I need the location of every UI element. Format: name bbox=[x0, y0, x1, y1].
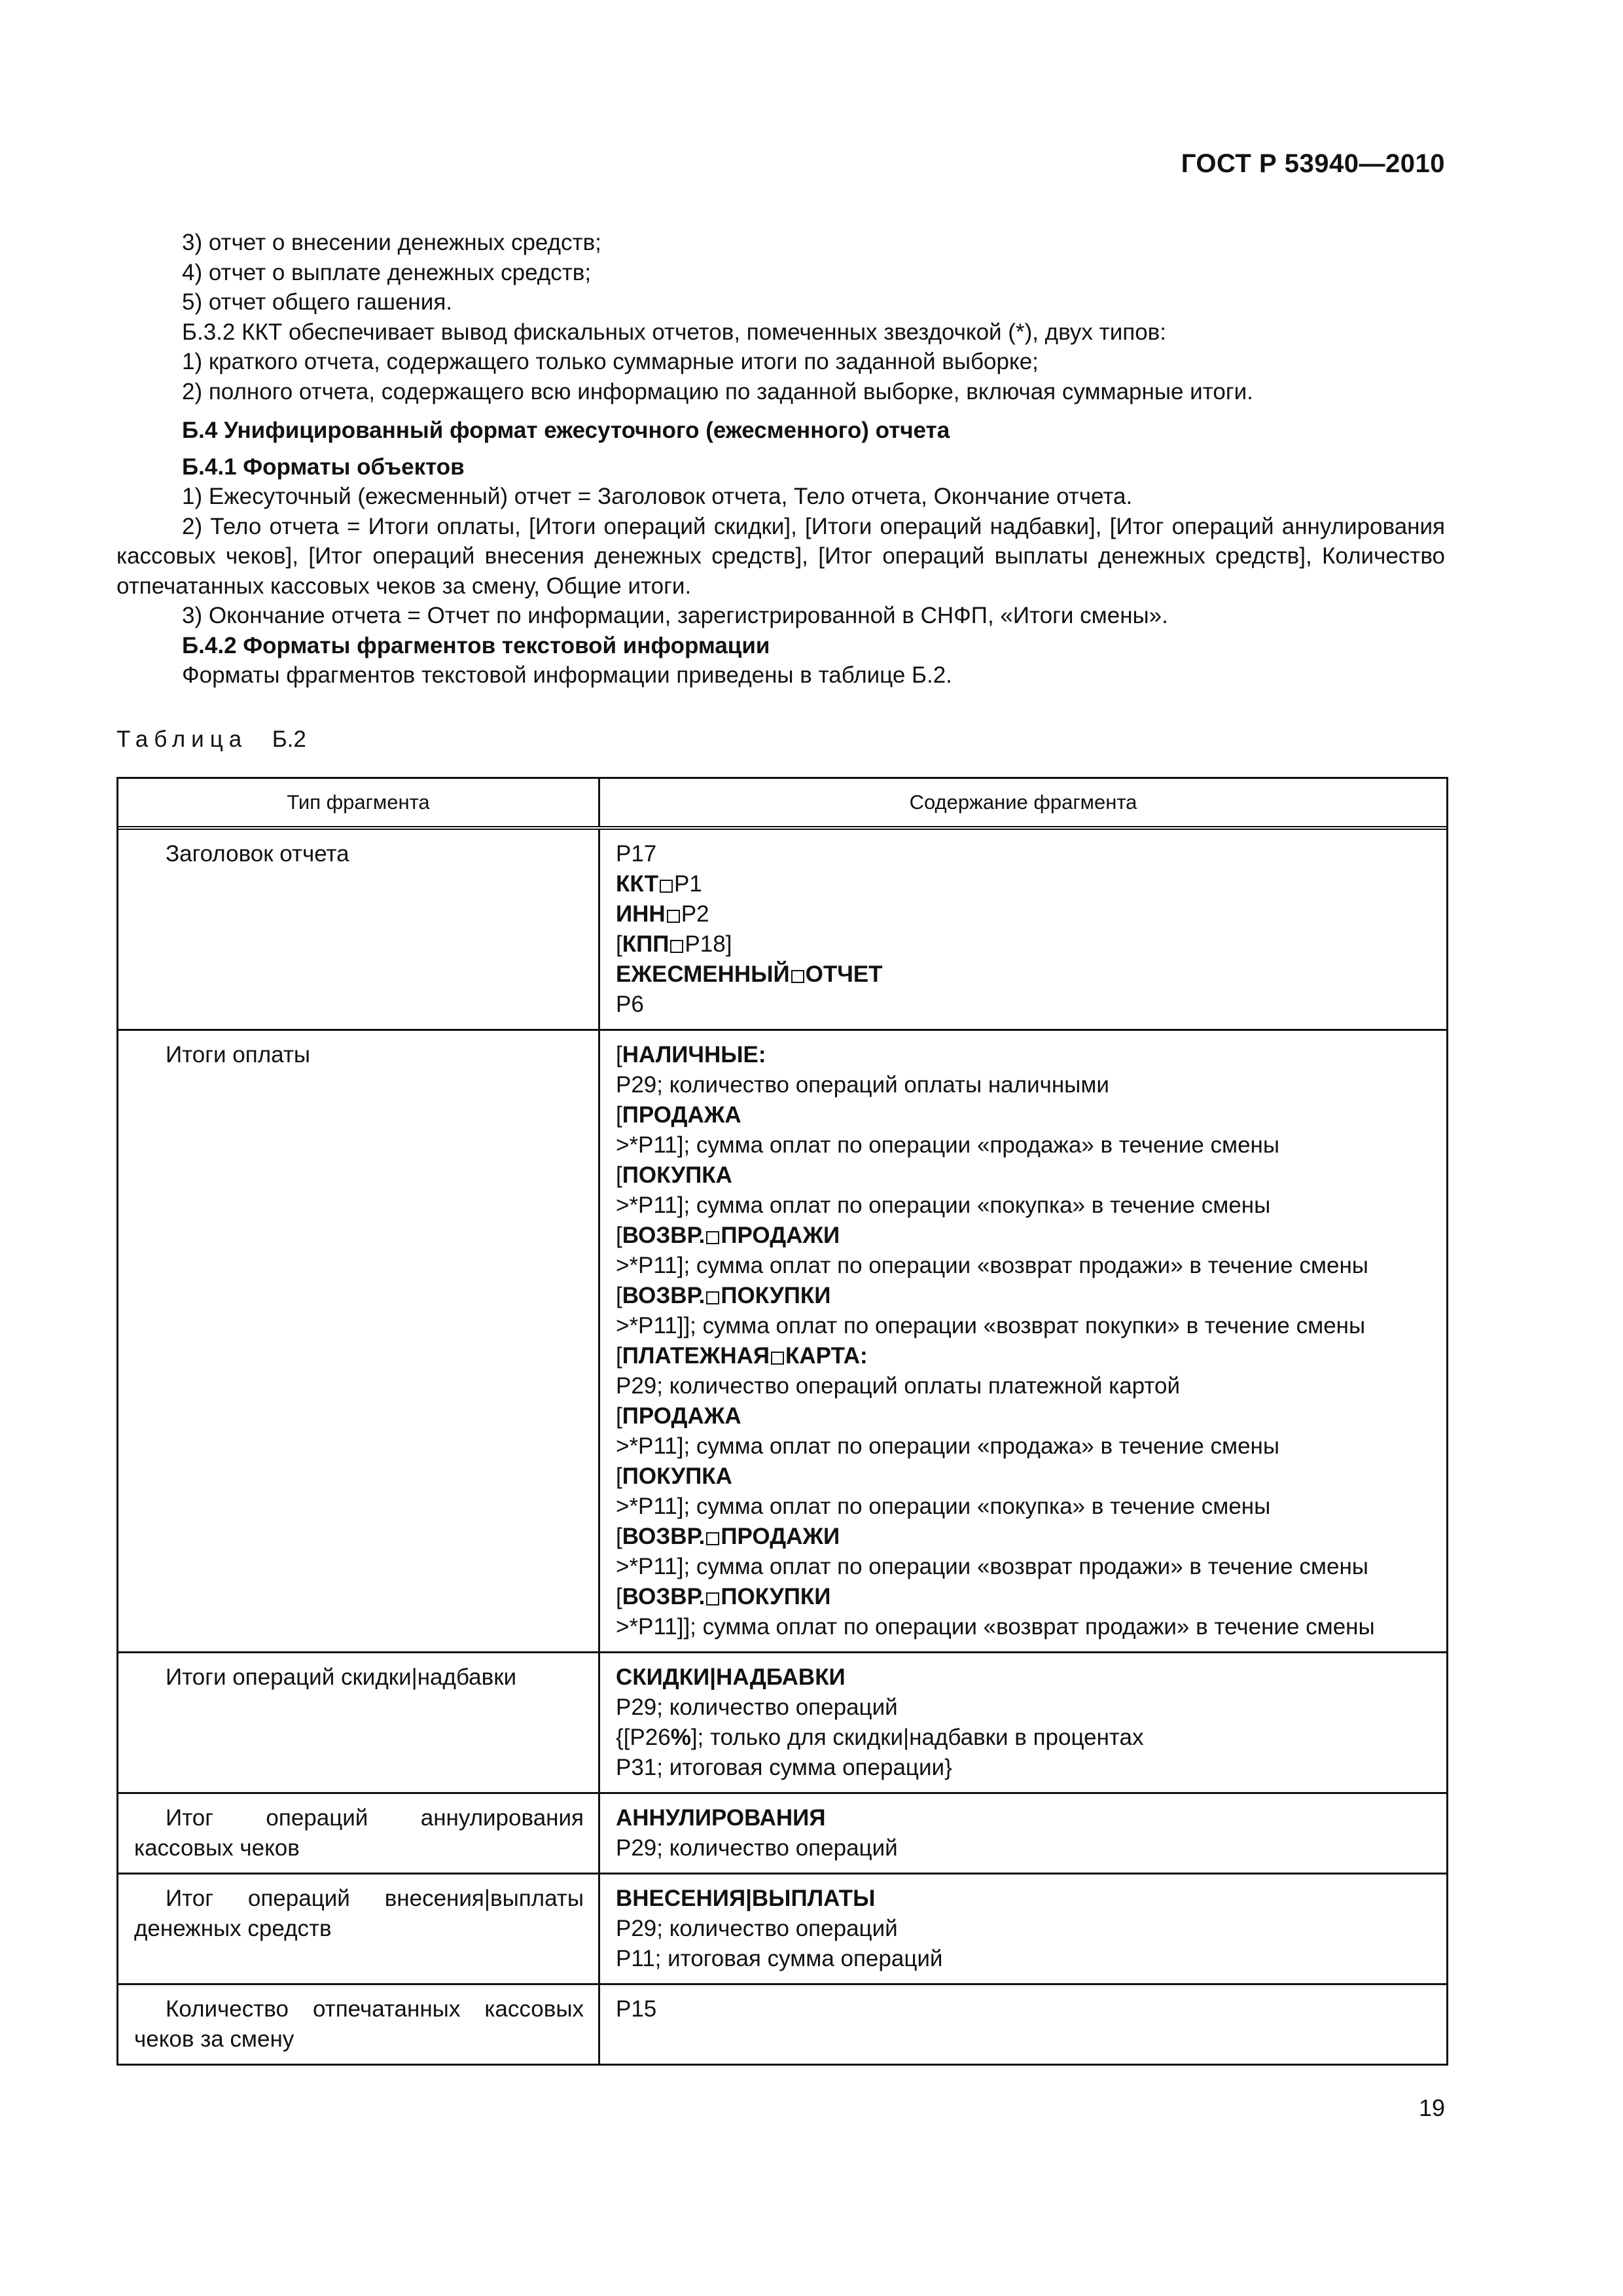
content-text: [ bbox=[616, 1162, 622, 1188]
content-text: P29; количество операций bbox=[616, 1695, 898, 1720]
content-line bbox=[616, 1311, 1432, 1341]
subsection-heading: Б.4.1 Форматы объектов bbox=[182, 454, 465, 480]
content-text: ]; только для скидки|надбавки в процентах bbox=[690, 1725, 1144, 1750]
content-text: {[P26 bbox=[616, 1725, 671, 1750]
content-keyword: ПРОДАЖА bbox=[622, 1403, 741, 1429]
content-line bbox=[616, 1753, 1432, 1783]
content-text: [ bbox=[616, 1403, 622, 1429]
content-line bbox=[616, 1492, 1432, 1522]
content-text: [ bbox=[616, 1283, 622, 1308]
content-text: P29; количество операций bbox=[616, 1916, 898, 1941]
content-keyword: ВОЗВР. bbox=[622, 1584, 705, 1609]
content-line bbox=[616, 869, 1432, 899]
content-line bbox=[616, 1130, 1432, 1160]
table-caption-number: Б.2 bbox=[272, 726, 306, 752]
content-text: >*P11]; сумма оплат по операции «покупка» в течение смены bbox=[616, 1494, 1271, 1519]
fragment-type-text: Итог операций аннулирования кассовых чеков bbox=[134, 1805, 584, 1861]
table-caption bbox=[116, 726, 306, 753]
content-keyword: ККТ bbox=[616, 871, 658, 897]
content-text: P31; итоговая сумма операции} bbox=[616, 1755, 952, 1780]
space-symbol-icon bbox=[670, 940, 683, 953]
content-keyword: % bbox=[670, 1725, 691, 1750]
content-line bbox=[616, 1462, 1432, 1492]
content-line bbox=[616, 1070, 1432, 1100]
content-line bbox=[616, 1160, 1432, 1191]
table-header-row bbox=[118, 779, 1446, 830]
content-text: P29; количество операций оплаты наличными bbox=[616, 1072, 1109, 1098]
fragment-type-cell bbox=[118, 830, 600, 1029]
content-keyword: ВОЗВР. bbox=[622, 1524, 705, 1549]
content-text: >*P11]]; сумма оплат по операции «возврат продажи» в течение смены bbox=[616, 1614, 1375, 1640]
content-text: >*P11]; сумма оплат по операции «возврат продажи» в течение смены bbox=[616, 1253, 1368, 1278]
content-keyword: НАЛИЧНЫЕ: bbox=[622, 1042, 766, 1067]
content-line bbox=[616, 1693, 1432, 1723]
content-line bbox=[616, 1833, 1432, 1863]
content-keyword: АННУЛИРОВАНИЯ bbox=[616, 1805, 826, 1831]
intro-text-block bbox=[116, 228, 1445, 691]
fragment-format-table bbox=[116, 777, 1448, 2066]
content-keyword: ПОКУПКИ bbox=[721, 1283, 831, 1308]
fragment-content-cell bbox=[600, 1874, 1446, 1983]
content-text: P29; количество операций оплаты платежной картой bbox=[616, 1373, 1181, 1399]
content-text: >*P11]; сумма оплат по операции «продажа» в течение смены bbox=[616, 1433, 1280, 1459]
fragment-type-cell bbox=[118, 1653, 600, 1792]
content-keyword: ПОКУПКИ bbox=[721, 1584, 831, 1609]
content-keyword: ПРОДАЖИ bbox=[721, 1524, 840, 1549]
content-keyword: ВОЗВР. bbox=[622, 1223, 705, 1248]
content-text: [ bbox=[616, 1524, 622, 1549]
content-line bbox=[616, 1191, 1432, 1221]
intro-line: 4) отчет о выплате денежных средств; bbox=[182, 259, 592, 285]
table-body bbox=[118, 830, 1446, 2064]
table-caption-word: Таблица bbox=[116, 726, 248, 752]
format-item: 1) Ежесуточный (ежесменный) отчет = Заголовок отчета, Тело отчета, Окончание отчета. bbox=[182, 484, 1133, 509]
content-text: >*P11]; сумма оплат по операции «покупка» в течение смены bbox=[616, 1193, 1271, 1218]
content-keyword: КПП bbox=[622, 931, 669, 957]
fragment-content-cell bbox=[600, 1794, 1446, 1873]
format-item: 2) Тело отчета = Итоги оплаты, [Итоги операций скидки], [Итоги операций надбавки], [Итог операций аннулирования кассовых чеков], [Итог операций внесения денежных средств], [Итог операций выплаты денежных средств], Количество отпечатанных кассовых чеков за смену, Общие итоги. bbox=[116, 513, 1445, 599]
fragment-type-cell bbox=[118, 1874, 600, 1983]
content-text: P18] bbox=[685, 931, 732, 957]
content-line bbox=[616, 1431, 1432, 1462]
intro-line: 3) отчет о внесении денежных средств; bbox=[182, 230, 601, 255]
fragment-content-cell bbox=[600, 1985, 1446, 2064]
space-symbol-icon bbox=[771, 1352, 784, 1365]
content-line bbox=[616, 1884, 1432, 1914]
fragment-type-cell bbox=[118, 1794, 600, 1873]
space-symbol-icon bbox=[706, 1291, 719, 1304]
content-line bbox=[616, 1371, 1432, 1401]
content-text: P29; количество операций bbox=[616, 1835, 898, 1861]
content-line bbox=[616, 1994, 1432, 2024]
intro-line: 1) краткого отчета, содержащего только суммарные итоги по заданной выборке; bbox=[182, 349, 1039, 374]
column-header-content: Содержание фрагмента bbox=[909, 791, 1137, 814]
space-symbol-icon bbox=[706, 1532, 719, 1545]
content-keyword: ПРОДАЖИ bbox=[721, 1223, 840, 1248]
content-line bbox=[616, 1552, 1432, 1582]
document-id-header: ГОСТ Р 53940—2010 bbox=[1181, 149, 1445, 178]
fragment-type-cell bbox=[118, 1985, 600, 2064]
space-symbol-icon bbox=[706, 1592, 719, 1605]
content-line bbox=[616, 960, 1432, 990]
content-line bbox=[616, 1221, 1432, 1251]
content-line bbox=[616, 1401, 1432, 1431]
table-row bbox=[118, 1653, 1446, 1794]
content-line bbox=[616, 1341, 1432, 1371]
content-line bbox=[616, 1281, 1432, 1311]
content-keyword: ПЛАТЕЖНАЯ bbox=[622, 1343, 770, 1369]
column-header-type: Тип фрагмента bbox=[118, 779, 600, 826]
fragment-type-text: Заголовок отчета bbox=[166, 841, 349, 867]
content-line bbox=[616, 1914, 1432, 1944]
table-row bbox=[118, 1874, 1446, 1985]
table-row bbox=[118, 1794, 1446, 1874]
space-symbol-icon bbox=[660, 880, 673, 893]
section-heading: Б.4 Унифицированный формат ежесуточного (ежесменного) отчета bbox=[182, 418, 950, 443]
fragment-content-cell bbox=[600, 1653, 1446, 1792]
content-keyword: СКИДКИ|НАДБАВКИ bbox=[616, 1664, 846, 1690]
content-line bbox=[616, 990, 1432, 1020]
subsection-heading: Б.4.2 Форматы фрагментов текстовой информации bbox=[182, 632, 770, 658]
content-line bbox=[616, 1582, 1432, 1612]
page-number: 19 bbox=[1418, 2094, 1445, 2121]
content-line bbox=[616, 1662, 1432, 1693]
format-item: 3) Окончание отчета = Отчет по информации, зарегистрированной в СНФП, «Итоги смены». bbox=[182, 603, 1168, 628]
content-text: P15 bbox=[616, 1996, 657, 2022]
fragment-type-text: Итоги операций скидки|надбавки bbox=[166, 1664, 517, 1690]
content-line bbox=[616, 1040, 1432, 1070]
fragment-content-cell bbox=[600, 830, 1446, 1029]
content-keyword: ВНЕСЕНИЯ|ВЫПЛАТЫ bbox=[616, 1886, 876, 1911]
fragment-type-text: Количество отпечатанных кассовых чеков за смену bbox=[134, 1996, 584, 2052]
space-symbol-icon bbox=[667, 910, 680, 923]
fragment-content-cell bbox=[600, 1031, 1446, 1651]
content-keyword: ПОКУПКА bbox=[622, 1162, 732, 1188]
content-text: [ bbox=[616, 931, 622, 957]
content-text: P2 bbox=[681, 901, 709, 927]
content-line bbox=[616, 1723, 1432, 1753]
fragment-type-cell bbox=[118, 1031, 600, 1651]
content-text: [ bbox=[616, 1102, 622, 1128]
content-text: P11; итоговая сумма операций bbox=[616, 1946, 943, 1971]
content-text: >*P11]]; сумма оплат по операции «возврат покупки» в течение смены bbox=[616, 1313, 1366, 1338]
intro-line: 5) отчет общего гашения. bbox=[182, 289, 452, 315]
content-line bbox=[616, 1100, 1432, 1130]
content-keyword: ЕЖЕСМЕННЫЙ bbox=[616, 961, 790, 987]
content-text: [ bbox=[616, 1223, 622, 1248]
content-keyword: ОТЧЕТ bbox=[805, 961, 883, 987]
content-keyword: ВОЗВР. bbox=[622, 1283, 705, 1308]
table-row bbox=[118, 1031, 1446, 1653]
fragment-type-text: Итоги оплаты bbox=[166, 1042, 311, 1067]
content-text: P17 bbox=[616, 841, 657, 867]
table-row bbox=[118, 1985, 1446, 2064]
content-text: >*P11]; сумма оплат по операции «возврат продажи» в течение смены bbox=[616, 1554, 1368, 1579]
content-text: P1 bbox=[673, 871, 702, 897]
content-keyword: КАРТА: bbox=[785, 1343, 868, 1369]
content-text: P6 bbox=[616, 992, 644, 1017]
content-text: >*P11]; сумма оплат по операции «продажа» в течение смены bbox=[616, 1132, 1280, 1158]
content-line bbox=[616, 1612, 1432, 1642]
content-line bbox=[616, 839, 1432, 869]
space-symbol-icon bbox=[791, 970, 804, 983]
content-line bbox=[616, 899, 1432, 929]
content-keyword: ИНН bbox=[616, 901, 666, 927]
content-keyword: ПРОДАЖА bbox=[622, 1102, 741, 1128]
content-text: [ bbox=[616, 1042, 622, 1067]
content-line bbox=[616, 1944, 1432, 1974]
content-text: [ bbox=[616, 1584, 622, 1609]
intro-line: Б.3.2 ККТ обеспечивает вывод фискальных отчетов, помеченных звездочкой (*), двух типов: bbox=[182, 319, 1166, 345]
intro-line: 2) полного отчета, содержащего всю информацию по заданной выборке, включая суммарные итоги. bbox=[182, 378, 1253, 404]
content-line bbox=[616, 1522, 1432, 1552]
subsection-text: Форматы фрагментов текстовой информации приведены в таблице Б.2. bbox=[182, 662, 952, 688]
content-line bbox=[616, 929, 1432, 960]
table-row bbox=[118, 830, 1446, 1031]
content-text: [ bbox=[616, 1463, 622, 1489]
space-symbol-icon bbox=[706, 1231, 719, 1244]
content-line bbox=[616, 1803, 1432, 1833]
content-line bbox=[616, 1251, 1432, 1281]
fragment-type-text: Итог операций внесения|выплаты денежных средств bbox=[134, 1886, 584, 1941]
content-keyword: ПОКУПКА bbox=[622, 1463, 732, 1489]
content-text: [ bbox=[616, 1343, 622, 1369]
